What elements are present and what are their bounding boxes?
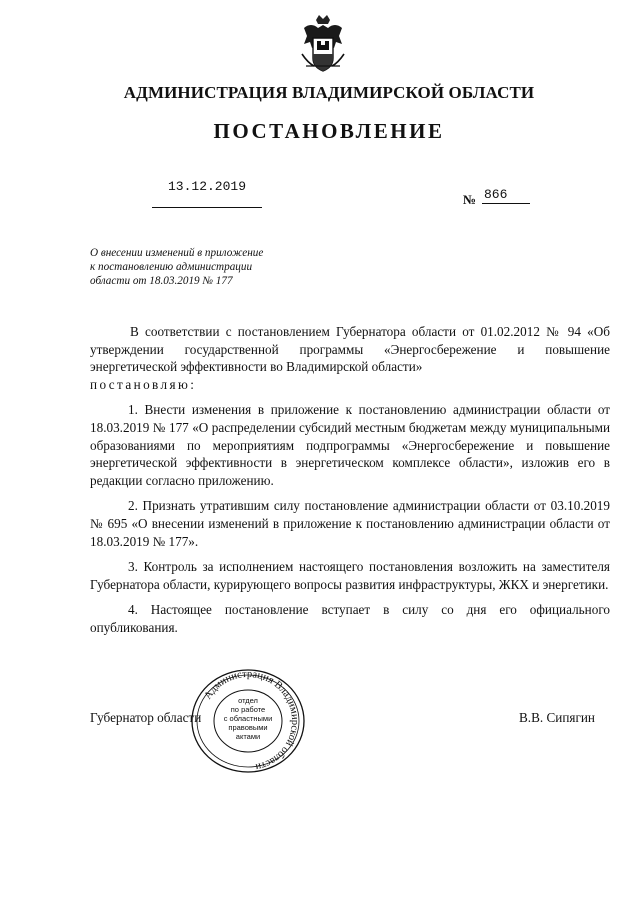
stamp-inner-line: актами bbox=[235, 732, 261, 741]
official-stamp bbox=[188, 667, 308, 775]
subject-line: области от 18.03.2019 № 177 bbox=[90, 275, 233, 287]
stamp-outer-text-span: Администрация Владимирской области bbox=[202, 668, 301, 773]
item-paragraph-2: 2. Признать утратившим силу постановление администрации области от 03.10.2019 № 695 «О внесении изменений в приложение к постановлению администрации области от 18.03.2019 № 177». bbox=[90, 498, 610, 549]
stamp-inner-line: по работе bbox=[230, 705, 266, 714]
document-subject bbox=[90, 246, 350, 288]
preamble-text: В соответствии с постановлением Губернатора области от 01.02.2012 № 94 «Об утверждении государственной программы «Энергосбережение и повышение энергетической эффективности во Владимирской области» bbox=[90, 324, 610, 375]
signatory-name: В.В. Сипягин bbox=[519, 710, 595, 725]
coat-of-arms-icon bbox=[298, 14, 348, 74]
item-paragraph-1: 1. Внести изменения в приложение к постановлению администрации области от 18.03.2019 № 177 «О распределении субсидий местным бюджетам между муниципальными образованиями по мероприятиям подпрограммы «Энергосбережение и повышение энергетической эффективности в энергетическом комплексе области», изложив его в редакции согласно приложению. bbox=[90, 402, 610, 488]
document-date: 13.12.2019 bbox=[168, 179, 247, 194]
preamble-paragraph bbox=[90, 323, 610, 393]
date-underline bbox=[152, 207, 262, 208]
organization-title: АДМИНИСТРАЦИЯ ВЛАДИМИРСКОЙ ОБЛАСТИ bbox=[123, 83, 535, 102]
document-body bbox=[90, 323, 610, 637]
signatory-position: Губернатор области bbox=[90, 710, 202, 725]
number-label: № bbox=[463, 192, 477, 207]
decree-word: постановляю: bbox=[90, 376, 197, 392]
stamp-inner-line: отдел bbox=[238, 696, 258, 705]
document-number: 866 bbox=[482, 187, 530, 204]
item-paragraph-3: 3. Контроль за исполнением настоящего постановления возложить на заместителя Губернатора области, курирующего вопросы развития инфраструктуры, ЖКХ и энергетики. bbox=[90, 559, 610, 592]
document-type-title: ПОСТАНОВЛЕНИЕ bbox=[213, 119, 445, 143]
subject-line: к постановлению администрации bbox=[90, 261, 253, 273]
item-paragraph-4: 4. Настоящее постановление вступает в силу со дня его официального опубликования. bbox=[90, 602, 610, 635]
subject-line: О внесении изменений в приложение bbox=[90, 247, 264, 259]
stamp-inner-line: правовыми bbox=[228, 723, 268, 732]
stamp-inner-line: с областными bbox=[223, 714, 273, 723]
